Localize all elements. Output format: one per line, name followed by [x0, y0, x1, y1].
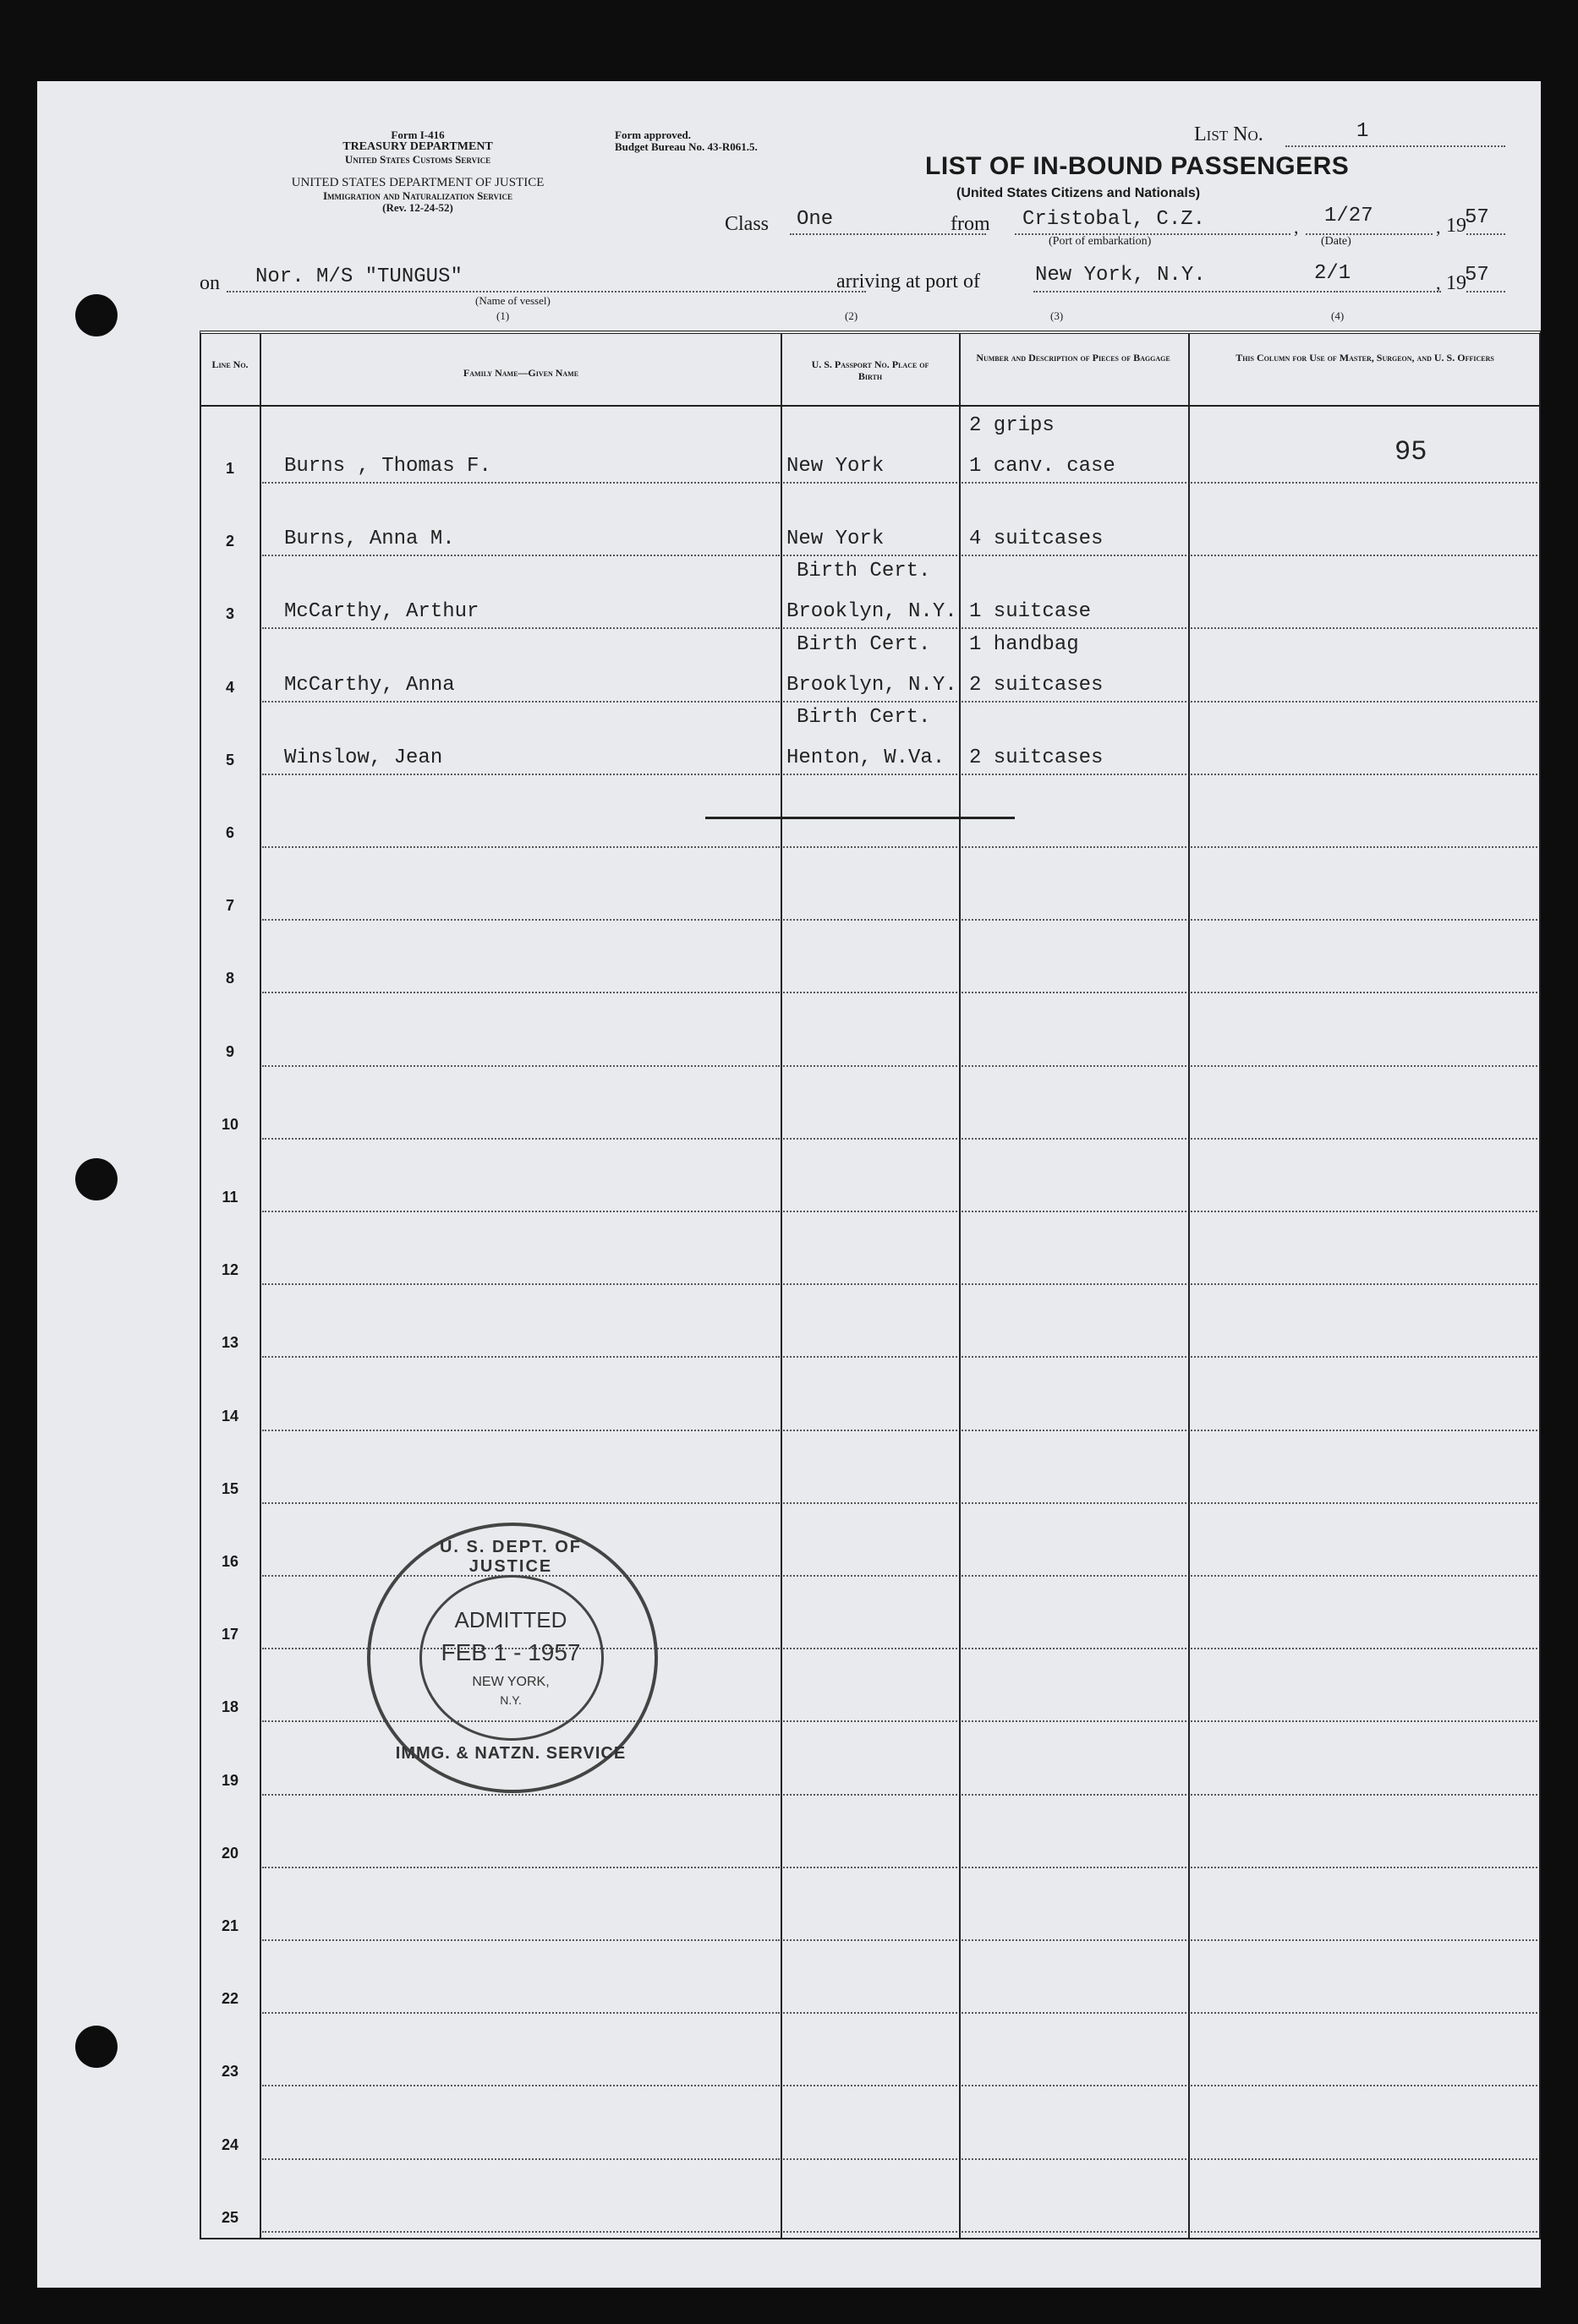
passenger-name: Burns, Anna M.: [284, 528, 455, 551]
row-rule: [783, 2231, 957, 2233]
col-divider: [781, 333, 782, 2239]
row-rule: [962, 1794, 1186, 1796]
passenger-name: McCarthy, Anna: [284, 673, 455, 697]
line-number: 12: [221, 1261, 239, 1279]
line-number: 13: [221, 1334, 239, 1352]
arrival-date-line: [1340, 291, 1441, 293]
row-rule: [783, 846, 957, 848]
arriving-label: arriving at port of: [836, 271, 980, 293]
stamp-city: NEW YORK,: [472, 1675, 550, 1689]
row-rule: [783, 1720, 957, 1722]
line-number: 14: [221, 1407, 239, 1424]
budget-bureau: Budget Bureau No. 43-R061.5.: [615, 140, 758, 153]
form-number: Form I-416: [391, 129, 445, 141]
vessel-caption: (Name of vessel): [475, 294, 551, 307]
line-number: 3: [225, 605, 234, 623]
row-rule: [1191, 2085, 1537, 2086]
row-rule: [262, 482, 780, 484]
col-num-1: (1): [496, 309, 510, 322]
entries-end-rule: [705, 817, 1015, 819]
row-rule: [783, 1065, 957, 1067]
row-rule: [962, 1356, 1186, 1358]
arrival-year: 57: [1465, 264, 1489, 287]
on-label: on: [200, 272, 220, 294]
row-rule: [262, 1283, 780, 1285]
line-number: 4: [225, 678, 234, 696]
row-rule: [262, 1430, 780, 1431]
line-number: 6: [225, 824, 234, 841]
row-rule: [262, 992, 780, 993]
row-rule: [783, 774, 957, 775]
row-rule: [783, 1356, 957, 1358]
col-num-3: (3): [1050, 309, 1064, 322]
embark-year: 57: [1465, 206, 1489, 229]
row-rule: [783, 919, 957, 921]
baggage-line-2: 2 suitcases: [969, 746, 1104, 769]
list-no-value: 1: [1356, 120, 1369, 143]
page-subtitle: (United States Citizens and Nationals): [956, 186, 1201, 200]
line-number: 7: [225, 897, 234, 915]
row-rule: [1191, 1794, 1537, 1796]
row-rule: [962, 1939, 1186, 1941]
line-number: 19: [221, 1771, 239, 1789]
row-rule: [783, 701, 957, 703]
row-rule: [962, 846, 1186, 848]
line-number: 18: [221, 1698, 239, 1716]
row-rule: [262, 2012, 780, 2014]
baggage-line-1: 1 handbag: [969, 632, 1079, 656]
embark-date: 1/27: [1324, 205, 1373, 227]
row-rule: [783, 1867, 957, 1868]
row-rule: [262, 1502, 780, 1504]
passport-line-2: Brooklyn, N.Y.: [786, 600, 957, 624]
punch-hole: [75, 1158, 118, 1200]
justice-dept: UNITED STATES DEPARTMENT OF JUSTICE: [291, 176, 545, 189]
row-rule: [783, 1794, 957, 1796]
row-rule: [262, 701, 780, 703]
row-rule: [962, 919, 1186, 921]
line-number: 10: [221, 1115, 239, 1133]
row-rule: [1191, 1138, 1537, 1140]
customs-service: United States Customs Service: [344, 153, 491, 166]
row-rule: [262, 1138, 780, 1140]
row-rule: [262, 2231, 780, 2233]
stamp-date: FEB 1 - 1957: [441, 1639, 581, 1665]
row-rule: [1191, 1648, 1537, 1649]
passport-line-2: Brooklyn, N.Y.: [786, 673, 957, 697]
row-rule: [962, 1502, 1186, 1504]
row-rule: [1191, 1867, 1537, 1868]
class-label: Class: [725, 213, 770, 235]
row-rule: [783, 992, 957, 993]
row-rule: [962, 1575, 1186, 1577]
vessel-line: [227, 291, 866, 293]
revision: (Rev. 12-24-52): [382, 201, 453, 214]
arrival-year-prefix: 19: [1446, 272, 1466, 294]
stamp-status: ADMITTED: [454, 1607, 567, 1632]
passport-line-2: New York: [786, 528, 885, 551]
col-divider: [959, 333, 961, 2239]
line-number: 23: [221, 2063, 239, 2081]
row-rule: [1191, 1430, 1537, 1431]
header-rule: [201, 405, 1539, 407]
list-no-line: [1285, 145, 1505, 147]
line-number: 25: [221, 2208, 239, 2226]
row-rule: [262, 2158, 780, 2160]
arrival-date: 2/1: [1314, 262, 1351, 285]
row-rule: [962, 2012, 1186, 2014]
row-rule: [262, 1939, 780, 1941]
passport-line-1: Birth Cert.: [797, 632, 931, 656]
vessel-name: Nor. M/S "TUNGUS": [255, 265, 463, 288]
stamp-bottom-arc: IMMG. & NATZN. SERVICE: [395, 1744, 627, 1763]
row-rule: [962, 1648, 1186, 1649]
row-rule: [783, 1283, 957, 1285]
row-rule: [1191, 627, 1537, 629]
passport-line-1: Birth Cert.: [797, 705, 931, 729]
line-number: 1: [225, 460, 234, 477]
row-rule: [962, 1211, 1186, 1212]
row-rule: [783, 1211, 957, 1212]
row-rule: [962, 2085, 1186, 2086]
row-rule: [962, 2231, 1186, 2233]
row-rule: [783, 2085, 957, 2086]
from-comma: ,: [1294, 216, 1299, 238]
line-number: 16: [221, 1553, 239, 1570]
embark-comma: ,: [1436, 216, 1441, 238]
passenger-name: Winslow, Jean: [284, 746, 443, 769]
punch-hole: [75, 2026, 118, 2068]
line-number: 17: [221, 1626, 239, 1643]
arrival-port: New York, N.Y.: [1035, 264, 1206, 287]
row-rule: [262, 774, 780, 775]
baggage-line-2: 1 suitcase: [969, 600, 1092, 624]
row-rule: [1191, 1575, 1537, 1577]
row-rule: [1191, 774, 1537, 775]
row-rule: [1191, 701, 1537, 703]
row-rule: [962, 1720, 1186, 1722]
embark-year-line: [1466, 233, 1505, 235]
row-rule: [1191, 992, 1537, 993]
treasury-dept: TREASURY DEPARTMENT: [342, 140, 493, 153]
stamp-state: N.Y.: [500, 1693, 522, 1707]
row-rule: [962, 482, 1186, 484]
line-number: 22: [221, 1990, 239, 2008]
row-rule: [262, 2085, 780, 2086]
row-rule: [1191, 2012, 1537, 2014]
punch-hole: [75, 294, 118, 336]
row-rule: [783, 1502, 957, 1504]
col-divider: [1188, 333, 1190, 2239]
baggage-line-2: 2 suitcases: [969, 673, 1104, 697]
row-rule: [962, 701, 1186, 703]
line-number: 11: [222, 1189, 238, 1206]
col-header-passport: U. S. Passport No. Place of Birth: [811, 358, 929, 382]
baggage-line-1: 2 grips: [969, 414, 1055, 437]
row-rule: [783, 1575, 957, 1577]
row-rule: [1191, 1283, 1537, 1285]
row-rule: [1191, 555, 1537, 556]
row-rule: [962, 1430, 1186, 1431]
col-header-officers: This Column for Use of Master, Surgeon, and U. S. Officers: [1236, 352, 1494, 364]
baggage-line-2: 4 suitcases: [969, 528, 1104, 551]
list-no-label: List No.: [1194, 123, 1263, 145]
row-rule: [1191, 1939, 1537, 1941]
row-rule: [962, 992, 1186, 993]
row-rule: [962, 555, 1186, 556]
page-title: LIST OF IN-BOUND PASSENGERS: [925, 152, 1350, 180]
row-rule: [962, 627, 1186, 629]
row-rule: [962, 1065, 1186, 1067]
row-rule: [1191, 2158, 1537, 2160]
row-rule: [1191, 1211, 1537, 1212]
date-caption: (Date): [1321, 235, 1351, 248]
row-rule: [262, 627, 780, 629]
row-rule: [1191, 1720, 1537, 1722]
row-rule: [962, 2158, 1186, 2160]
row-rule: [262, 1065, 780, 1067]
passenger-name: McCarthy, Arthur: [284, 600, 479, 624]
passport-line-1: Birth Cert.: [797, 560, 931, 583]
row-rule: [262, 1211, 780, 1212]
line-number: 20: [221, 1844, 239, 1862]
col-header-name: Family Name—Given Name: [463, 367, 579, 379]
arrival-year-line: [1466, 291, 1505, 293]
row-rule: [1191, 482, 1537, 484]
row-rule: [1191, 2231, 1537, 2233]
col-header-line: Line No.: [211, 358, 249, 370]
row-rule: [783, 1430, 957, 1431]
row-rule: [962, 1867, 1186, 1868]
row-rule: [783, 555, 957, 556]
arrival-comma: ,: [1436, 272, 1441, 293]
arrival-port-line: [1033, 291, 1338, 293]
row-rule: [962, 1283, 1186, 1285]
passenger-name: Burns , Thomas F.: [284, 455, 491, 478]
passport-line-2: Henton, W.Va.: [786, 746, 945, 769]
ins-service: Immigration and Naturalization Service: [322, 189, 513, 202]
embark-year-prefix: 19: [1446, 215, 1466, 237]
line-number: 21: [221, 1917, 239, 1934]
line-number: 9: [225, 1042, 234, 1060]
row-rule: [783, 482, 957, 484]
row-rule: [783, 2012, 957, 2014]
row-rule: [262, 919, 780, 921]
row-rule: [1191, 846, 1537, 848]
row-rule: [783, 1648, 957, 1649]
form-sheet: [37, 81, 1541, 2288]
col-num-2: (2): [845, 309, 858, 322]
line-number: 2: [225, 533, 234, 550]
row-rule: [1191, 1356, 1537, 1358]
line-number: 15: [221, 1479, 239, 1497]
col-num-4: (4): [1331, 309, 1345, 322]
from-value: Cristobal, C.Z.: [1022, 208, 1206, 231]
class-value: One: [797, 208, 834, 231]
col-header-baggage: Number and Description of Pieces of Baggage: [976, 352, 1170, 364]
row-rule: [262, 1867, 780, 1868]
line-number: 5: [225, 751, 234, 768]
row-rule: [262, 1356, 780, 1358]
row-rule: [1191, 1502, 1537, 1504]
admitted-stamp: [367, 1523, 663, 1797]
form-approved: Form approved.: [615, 129, 692, 141]
row-rule: [962, 1138, 1186, 1140]
row-rule: [1191, 919, 1537, 921]
port-embark-caption: (Port of embarkation): [1049, 235, 1152, 248]
row-rule: [783, 2158, 957, 2160]
stamp-top-arc: U. S. DEPT. OF JUSTICE: [439, 1538, 583, 1576]
passport-line-2: New York: [786, 455, 885, 478]
row-rule: [262, 555, 780, 556]
officer-note: 95: [1394, 436, 1427, 468]
row-rule: [962, 774, 1186, 775]
col-divider: [260, 333, 261, 2239]
line-number: 24: [221, 2135, 239, 2153]
line-number: 8: [225, 970, 234, 987]
row-rule: [1191, 1065, 1537, 1067]
row-rule: [783, 1138, 957, 1140]
row-rule: [783, 1939, 957, 1941]
row-rule: [262, 846, 780, 848]
from-label: from: [951, 213, 990, 235]
row-rule: [783, 627, 957, 629]
baggage-line-2: 1 canv. case: [969, 455, 1115, 478]
